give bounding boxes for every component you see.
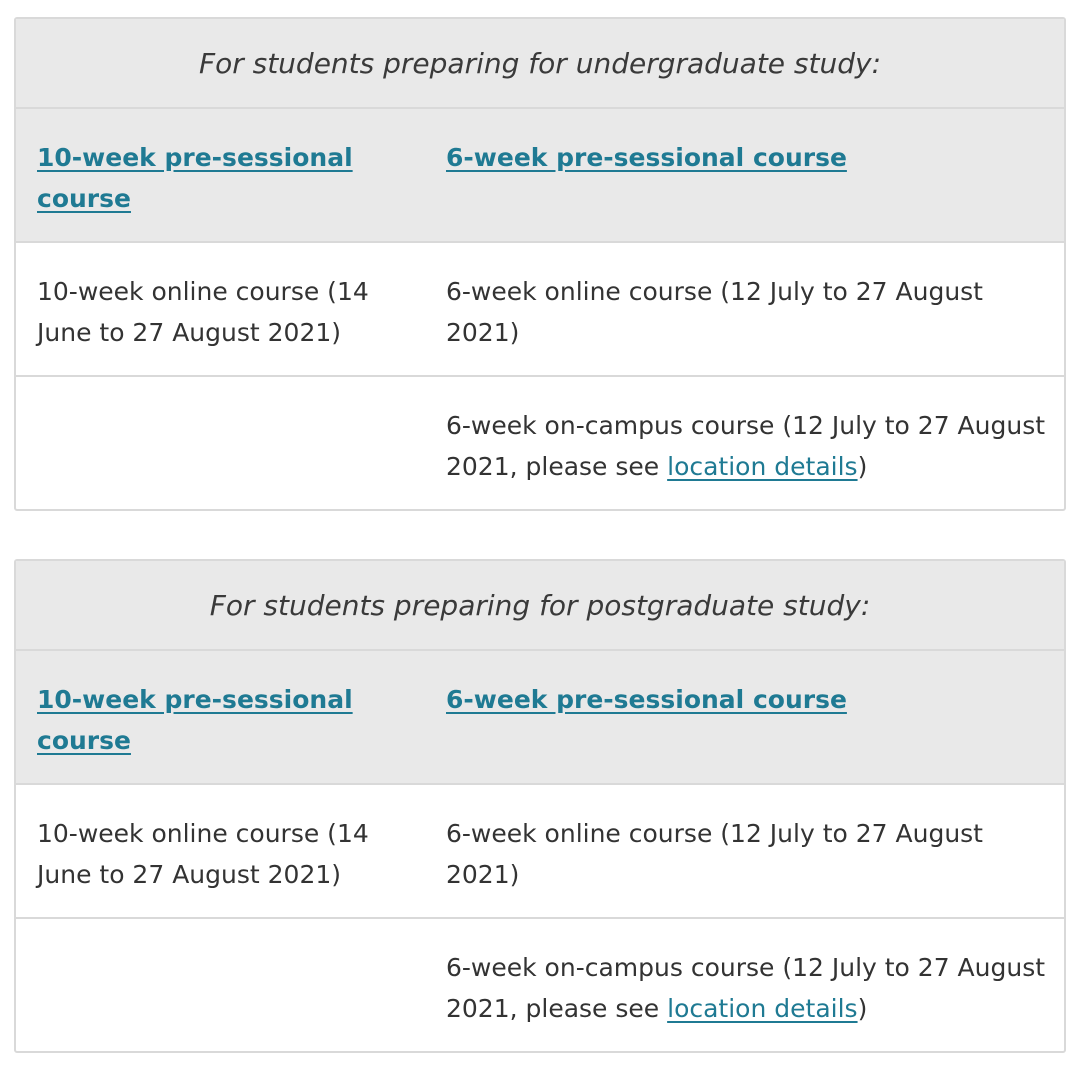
table-caption: For students preparing for postgraduate study: bbox=[16, 561, 1064, 651]
table-row bbox=[16, 377, 1064, 509]
table-row bbox=[16, 243, 1064, 377]
cell-text: ) bbox=[857, 994, 868, 1023]
table-cell bbox=[16, 377, 444, 509]
table-cell: 6-week online course (12 July to 27 August 2021) bbox=[446, 819, 983, 889]
10-week-pre-sessional-course-link[interactable]: 10-week pre-sessional course bbox=[37, 143, 353, 213]
cell-text: ) bbox=[857, 452, 868, 481]
table-caption: For students preparing for undergraduate study: bbox=[16, 19, 1064, 109]
header-cell-10-week bbox=[16, 109, 444, 241]
header-cell-6-week bbox=[444, 109, 1064, 241]
cell-text: 6-week on-campus course (12 July to 27 August 2021, please see bbox=[446, 411, 1046, 481]
location-details-link[interactable]: location details bbox=[667, 452, 858, 481]
table-cell bbox=[444, 919, 1064, 1051]
table-cell bbox=[16, 919, 444, 1051]
postgraduate-course-table bbox=[14, 559, 1066, 1053]
6-week-pre-sessional-course-link[interactable]: 6-week pre-sessional course bbox=[446, 685, 847, 714]
undergraduate-course-table bbox=[14, 17, 1066, 511]
table-header-row bbox=[16, 109, 1064, 243]
cell-text: 6-week on-campus course (12 July to 27 August 2021, please see bbox=[446, 953, 1046, 1023]
table-cell: 6-week online course (12 July to 27 August 2021) bbox=[446, 277, 983, 347]
header-cell-6-week bbox=[444, 651, 1064, 783]
table-cell: 10-week online course (14 June to 27 August 2021) bbox=[37, 277, 369, 347]
header-cell-10-week bbox=[16, 651, 444, 783]
table-header-row bbox=[16, 651, 1064, 785]
6-week-pre-sessional-course-link[interactable]: 6-week pre-sessional course bbox=[446, 143, 847, 172]
table-cell bbox=[444, 377, 1064, 509]
table-row bbox=[16, 919, 1064, 1051]
location-details-link[interactable]: location details bbox=[667, 994, 858, 1023]
10-week-pre-sessional-course-link[interactable]: 10-week pre-sessional course bbox=[37, 685, 353, 755]
table-row bbox=[16, 785, 1064, 919]
table-cell: 10-week online course (14 June to 27 August 2021) bbox=[37, 819, 369, 889]
